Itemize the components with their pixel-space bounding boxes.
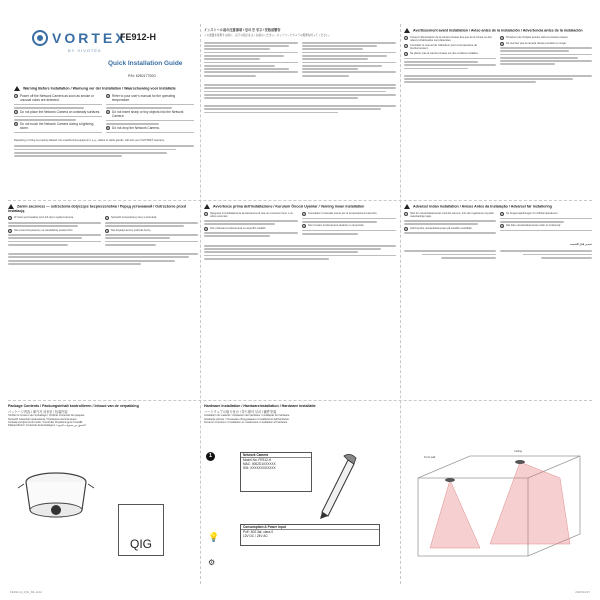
cover-panel xyxy=(8,24,198,200)
pl-warning-item: 3 Nie umieszczaj kamery na niestabilnej powierzchni. xyxy=(9,228,74,233)
it-warning-item: 3 Non collocare la telecamera su superfici instabili. xyxy=(205,226,267,231)
qig-label: QIG xyxy=(129,537,152,551)
package-contents-panel xyxy=(8,404,198,580)
warning-note: Replacing or fixing is properly labeled. No unauthorized equipment, e.g., cables or cable glands, still visit your VIVOTEK® warranty. xyxy=(14,138,165,142)
fr-es-columns xyxy=(404,36,592,71)
warning-item: 1 Power off the Network Camera as soon as smoke or unusual odors are detected. xyxy=(15,94,94,102)
package-contents-title: Package Contents / Packungsinhalt kontrollieren / Inhoud van de verpakking xyxy=(8,404,139,408)
it-tr-sv-warning-title: Avvertenze prima dell'installazione / Kurulum Öncesi Uyarılar / Varning innan installation xyxy=(204,204,396,209)
package-contents-line: Pakkeindhold / Conteúdo da Embalagem / التحقق من محتويات العبوة xyxy=(8,424,86,428)
warning-item: 3 Do not place the Network Camera on unsteady surfaces. xyxy=(15,110,101,115)
room-mounting-illustration xyxy=(410,448,586,558)
it-warning-item: 2 Consultare il manuale utente per la temperatura di esercizio. xyxy=(303,212,378,216)
pen-illustration xyxy=(314,450,364,520)
fold-line-horizontal-2 xyxy=(8,400,592,401)
ceiling-label: Ceiling xyxy=(514,450,522,453)
warning-title: Warning Before Installation / Warnung vor der Installation / Waarschuwing voor installatie xyxy=(14,86,194,91)
it-warning-item: 4 Non toccare la telecamera durante un temporale. xyxy=(303,224,365,229)
pl-warning-item: 2 Sprawdź temperaturę pracy w instrukcji. xyxy=(106,216,157,221)
hardware-installation-line: Instalacja sprzętu / Установка оборудования / Installazione dell'hardware xyxy=(204,417,290,421)
it-columns xyxy=(204,212,396,239)
power-info-title: Consumption & Power Input xyxy=(241,525,379,530)
advice-item: 2 Consultez le manuel de l'utilisateur pour la température de fonctionnement. xyxy=(405,44,477,51)
print-slug-right: 2023/11/17 xyxy=(575,590,590,594)
package-contents-subtitle: パッケージ内容 / 패키지 내용물 / 包装内容 xyxy=(8,410,68,415)
warning-item: 6 Do not drop the Network Camera. xyxy=(107,126,160,131)
device-label-title: Network Camera xyxy=(241,453,311,458)
power-info-row: PoE: 802.3af, class 0 xyxy=(243,530,274,534)
warning-item: 2 Refer to your user's manual for the operating temperature. xyxy=(107,94,176,102)
advice-item: 5 Ne touchez pas la caméra réseau pendant un orage. xyxy=(501,41,567,46)
cjk-warning-panel xyxy=(204,28,396,198)
warning-item: 5 Do not touch the Network Camera during a lightning storm. xyxy=(15,122,94,131)
vortex-logo xyxy=(32,30,128,46)
da-pt-ar-warning-panel xyxy=(404,204,592,396)
advice-item: 1 Coupez l'alimentation de la caméra réseau dès que de la fumée ou des odeurs inhabituelles sont détectées. xyxy=(405,36,492,43)
step-number-badge: 1 xyxy=(206,452,215,461)
hardware-installation-subtitle: ハードウェアの取り付け / 하드웨어 설치 / 硬件安装 xyxy=(204,410,277,415)
front-wall-label: Front wall xyxy=(424,456,436,459)
device-label-row: Model No: FE912-H xyxy=(243,458,272,462)
print-slug-left: FE912-H_QIG_ML.indd xyxy=(10,590,42,594)
mounting-diagram-panel xyxy=(404,404,592,580)
power-info-card xyxy=(240,524,380,546)
fr-es-warning-title: Avertissement avant installation / Aviso antes de la instalación / Advertencia antes de la instalación xyxy=(404,28,592,33)
model-number: FE912-H xyxy=(120,32,157,42)
fold-line-horizontal-1 xyxy=(8,200,592,201)
hardware-installation-line: Installation du matériel / Instalación del hardware / Instalação do hardware xyxy=(204,414,290,418)
lightbulb-icon: 💡 xyxy=(208,532,220,542)
cjk-warning-body: この装置を使用する前に、以下の指示をよくお読みください。ネットワークカメラの電源を切ってください。 xyxy=(204,34,332,37)
hardware-installation-title: Hardware Installation / Hardwareinstallation / Hardware installatie xyxy=(204,404,316,408)
package-contents-line: Sprawdź zawartość opakowania / Проверка комплектации xyxy=(8,417,77,421)
package-contents-line: Vérifiez le contenu de l'emballage / Verificar contenido del paquete xyxy=(8,414,85,418)
package-contents-line: Ambalaj içeriğini kontrol edin / Kontroller förpackningens innehåll xyxy=(8,421,83,424)
power-info-row: 12V DC / 24V AC xyxy=(243,534,268,538)
arabic-warning-title: تحذير قبل التثبيت xyxy=(569,243,592,247)
page-title: Quick Installation Guide xyxy=(108,60,183,67)
fold-line-vertical-1 xyxy=(200,24,201,584)
cjk-columns xyxy=(204,40,396,78)
warning-item: 4 Do not insert sharp or tiny objects into the Network Camera. xyxy=(107,110,184,119)
da-warning-item: 2 Se brugervejledningen for driftstemperaturen. xyxy=(501,212,559,216)
hardware-installation-line: Donanım Kurulumu / Installation av maskinvara / Installation af hardware xyxy=(204,421,288,424)
part-number: P/N: 625017700G xyxy=(128,74,157,78)
warning-columns xyxy=(14,94,194,135)
cjk-warning-title: インストール前の注意事項 / 설치 전 경고 / 安装前警告 xyxy=(204,28,281,32)
warning-triangle-icon xyxy=(204,204,210,209)
fold-line-vertical-2 xyxy=(400,24,401,584)
brand-sub: BY VIVOTEK xyxy=(68,48,102,53)
pl-warning-item: 4 Nie dotykaj kamery podczas burzy. xyxy=(106,228,152,233)
pl-ru-warning-title: Zanim zaczniesz — ostrzeżenia dotyczące bezpieczeństwa / Перед установкой / Ostrzeżenie przed instalacją xyxy=(8,204,187,213)
da-warning-item: 4 Rør ikke netværkskameraet under et tordenvejr. xyxy=(501,224,561,229)
advice-item: 4 N'insérez pas d'objets pointus dans la caméra réseau. xyxy=(501,36,569,40)
fr-es-warning-panel xyxy=(404,28,592,198)
warning-triangle-icon xyxy=(14,86,20,91)
brand-name: VORTEX xyxy=(52,30,128,46)
it-warning-item: 1 Spegnere immediatamente la telecamera di rete se si avverte fumo o un odore anomalo. xyxy=(205,212,293,219)
pl-ru-warning-panel xyxy=(8,204,198,396)
warning-block xyxy=(14,86,194,158)
fisheye-camera-illustration xyxy=(16,458,96,538)
device-label-card xyxy=(240,452,312,492)
da-pt-columns xyxy=(404,212,592,235)
vortex-logo-icon xyxy=(32,30,48,46)
device-label-row: S/N: XXXXXXXXXXXX xyxy=(243,466,276,470)
da-warning-item: 1 Sluk for netværkskameraet med det samme, hvis der registreres røg eller usædvanlige lugte. xyxy=(405,212,495,219)
da-warning-item: 3 Anbring ikke netværkskameraet på ustabile overflader. xyxy=(405,226,473,231)
warning-triangle-icon xyxy=(404,204,410,209)
advice-item: 3 Ne placez pas la caméra réseau sur des surfaces instables. xyxy=(405,52,479,57)
warning-triangle-icon xyxy=(404,28,410,33)
qig-booklet-illustration xyxy=(118,504,164,556)
pl-warning-item: 1 W razie wyczuwalnej woni lub dymu wyłącz kamerę. xyxy=(9,216,74,221)
pl-ru-columns xyxy=(8,216,198,247)
device-label-row: MAC: 0002D1XXXXXX xyxy=(243,462,276,466)
hardware-installation-panel xyxy=(204,404,396,580)
it-tr-sv-warning-panel xyxy=(204,204,396,396)
da-pt-warning-title: Advarsel indan installation / Avisos Antes da Instalação / Advarsel før installering xyxy=(404,204,592,209)
wrench-icon: ⚙ xyxy=(208,558,216,567)
